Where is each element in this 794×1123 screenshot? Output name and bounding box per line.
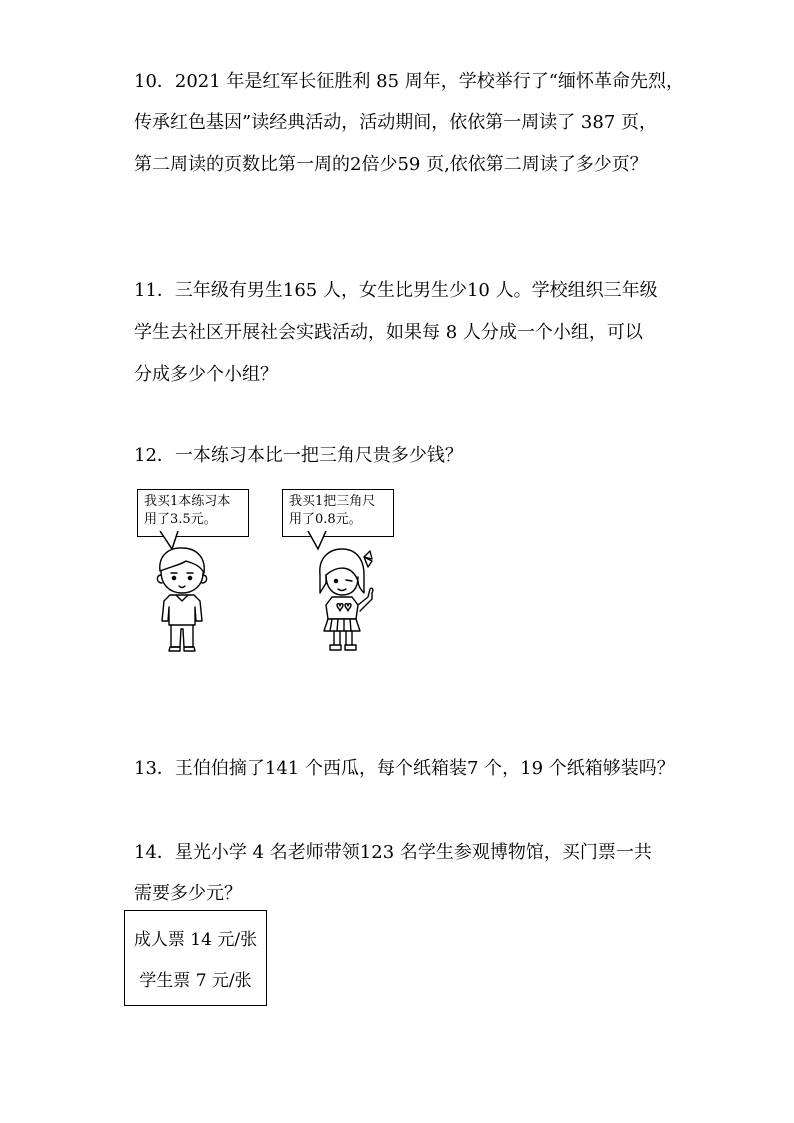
girl-speech-line-2: 用了0.8元。 xyxy=(289,512,362,527)
student-ticket-price: 学生票 7 元/张 xyxy=(139,971,252,991)
question-14-line-1: 14．星光小学 4 名老师带领123 名学生参观博物馆，买门票一共 xyxy=(134,842,652,863)
girl-speech-bubble xyxy=(282,489,394,537)
boy-illustration xyxy=(152,545,212,655)
question-14-line-2: 需要多少元？ xyxy=(134,883,242,904)
girl-speech-line-1: 我买1把三角尺 xyxy=(289,494,376,509)
boy-speech-bubble xyxy=(137,489,249,537)
question-11-line-3: 分成多少个小组？ xyxy=(134,364,278,385)
question-12-line-1: 12．一本练习本比一把三角尺贵多少钱？ xyxy=(134,445,463,466)
question-10-line-1: 10．2021 年是红军长征胜利 85 周年，学校举行了“缅怀革命先烈， xyxy=(134,71,684,92)
ticket-price-box xyxy=(124,910,267,1006)
boy-speech-line-1: 我买1本练习本 xyxy=(144,494,231,509)
question-10-line-3: 第二周读的页数比第一周的2倍少59 页,依依第二周读了多少页？ xyxy=(134,154,648,175)
question-10-line-2: 传承红色基因”读经典活动，活动期间，依依第一周读了 387 页， xyxy=(134,112,657,133)
question-11-line-1: 11．三年级有男生165 人，女生比男生少10 人。学校组织三年级 xyxy=(134,280,658,301)
adult-ticket-price: 成人票 14 元/张 xyxy=(133,930,258,950)
question-13-line-1: 13．王伯伯摘了141 个西瓜，每个纸箱装7 个，19 个纸箱够装吗？ xyxy=(134,758,675,779)
question-11-line-2: 学生去社区开展社会实践活动，如果每 8 人分成一个小组，可以 xyxy=(134,322,643,343)
girl-illustration xyxy=(312,545,382,655)
boy-speech-line-2: 用了3.5元。 xyxy=(144,512,217,527)
